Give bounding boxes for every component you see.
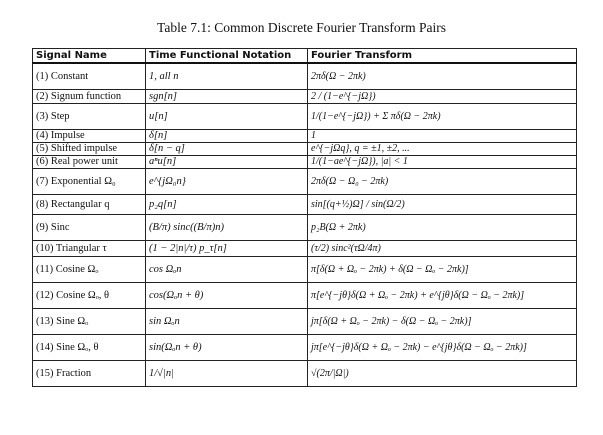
fourier-transform: π[δ(Ω + Ωₒ − 2πk) + δ(Ω − Ωₒ − 2πk)] — [308, 256, 577, 282]
fourier-transform: (τ/2) sinc²(τΩ/4π) — [308, 240, 577, 256]
table-caption: Table 7.1: Common Discrete Fourier Transform Pairs — [157, 20, 446, 35]
header-fourier-transform: Fourier Transform — [308, 49, 577, 64]
table-row — [33, 89, 577, 103]
table-row — [33, 194, 577, 214]
fourier-transform: jπ[e^{−jθ}δ(Ω + Ωₒ − 2πk) − e^{jθ}δ(Ω − Ωₒ − 2πk)] — [308, 334, 577, 360]
signal-name: (2) Signum function — [33, 89, 146, 103]
time-notation: (1 − 2|n|/τ) p_τ[n] — [146, 240, 308, 256]
signal-name: (9) Sinc — [33, 214, 146, 240]
fourier-transform: 2πδ(Ω − Ω₀ − 2πk) — [308, 168, 577, 194]
signal-name: (10) Triangular τ — [33, 240, 146, 256]
table-row — [33, 214, 577, 240]
table-row — [33, 63, 577, 89]
signal-name: (15) Fraction — [33, 360, 146, 386]
signal-name: (12) Cosine Ωₒ, θ — [33, 282, 146, 308]
fourier-transform: 2 / (1−e^{−jΩ}) — [308, 89, 577, 103]
time-notation: (B/π) sinc((B/π)n) — [146, 214, 308, 240]
table-row — [33, 168, 577, 194]
signal-name: (8) Rectangular q — [33, 194, 146, 214]
signal-name: (3) Step — [33, 103, 146, 129]
fourier-transform: √(2π/|Ω|) — [308, 360, 577, 386]
fourier-transform: 2πδ(Ω − 2πk) — [308, 63, 577, 89]
fourier-transform: π[e^{−jθ}δ(Ω + Ωₒ − 2πk) + e^{jθ}δ(Ω − Ωₒ − 2πk)] — [308, 282, 577, 308]
table-row — [33, 360, 577, 386]
signal-name: (11) Cosine Ωₒ — [33, 256, 146, 282]
time-notation: δ[n] — [146, 129, 308, 142]
fourier-transform: p₂B(Ω + 2πk) — [308, 214, 577, 240]
time-notation: sin(Ωₒn + θ) — [146, 334, 308, 360]
table-row — [33, 155, 577, 168]
fourier-transform: 1/(1−ae^{−jΩ}), |a| < 1 — [308, 155, 577, 168]
time-notation: e^{jΩ₀n} — [146, 168, 308, 194]
fourier-transform: e^{−jΩq}, q = ±1, ±2, ... — [308, 142, 577, 155]
fourier-transform: sin[(q+½)Ω] / sin(Ω/2) — [308, 194, 577, 214]
time-notation: aⁿu[n] — [146, 155, 308, 168]
signal-name: (13) Sine Ωₒ — [33, 308, 146, 334]
signal-name: (6) Real power unit — [33, 155, 146, 168]
time-notation: 1/√|n| — [146, 360, 308, 386]
signal-name: (1) Constant — [33, 63, 146, 89]
fourier-transform: 1/(1−e^{−jΩ}) + Σ πδ(Ω − 2πk) — [308, 103, 577, 129]
header-time-notation: Time Functional Notation — [146, 49, 308, 64]
time-notation: cos(Ωₒn + θ) — [146, 282, 308, 308]
table-row — [33, 334, 577, 360]
header-row — [33, 49, 577, 64]
header-signal-name: Signal Name — [33, 49, 146, 64]
table-row — [33, 240, 577, 256]
time-notation: sin Ωₒn — [146, 308, 308, 334]
fourier-transform: 1 — [308, 129, 577, 142]
time-notation: 1, all n — [146, 63, 308, 89]
time-notation: sgn[n] — [146, 89, 308, 103]
table-row — [33, 103, 577, 129]
signal-name: (5) Shifted impulse — [33, 142, 146, 155]
table-row — [33, 129, 577, 142]
table-row — [33, 256, 577, 282]
table-row — [33, 282, 577, 308]
signal-name: (14) Sine Ωₒ, θ — [33, 334, 146, 360]
table-row — [33, 142, 577, 155]
time-notation: cos Ωₒn — [146, 256, 308, 282]
fourier-transform: jπ[δ(Ω + Ωₒ − 2πk) − δ(Ω − Ωₒ − 2πk)] — [308, 308, 577, 334]
signal-name: (4) Impulse — [33, 129, 146, 142]
time-notation: p₂q[n] — [146, 194, 308, 214]
time-notation: u[n] — [146, 103, 308, 129]
signal-name: (7) Exponential Ω₀ — [33, 168, 146, 194]
time-notation: δ[n − q] — [146, 142, 308, 155]
fourier-transform-table — [32, 48, 577, 387]
table-row — [33, 308, 577, 334]
